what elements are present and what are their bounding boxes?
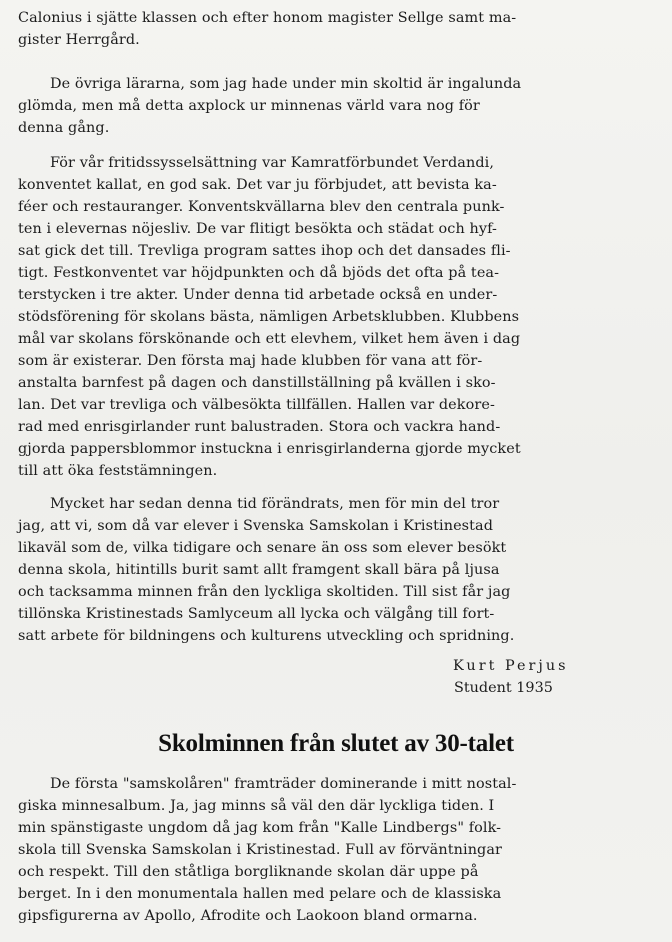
text-line: till att öka feststämningen. [18,463,218,479]
text-line: tigt. Festkonventet var höjdpunkten och då bjöds det ofta på tea- [18,265,500,281]
text-line: mål var skolans förskönande och ett elevhem, vilket hem även i dag [18,331,521,347]
text-line: tillönska Kristinestads Samlyceum all lycka och välgång till fort- [18,606,495,622]
text-line: likaväl som de, vilka tidigare och senare än oss som elever besökt [18,540,507,556]
text-line: gipsfigurerna av Apollo, Afrodite och Laokoon bland ormarna. [18,908,478,924]
text-line: glömda, men må detta axplock ur minnenas värld vara nog för [18,98,480,114]
text-line: rad med enrisgirlander runt balustraden. Stora och vackra hand- [18,419,501,435]
text-line: denna gång. [18,120,110,136]
text-line: féer och restauranger. Konventskvällarna blev den centrala punk- [18,199,505,215]
text-line: Mycket har sedan denna tid förändrats, men för min del tror [50,496,500,512]
text-line: Calonius i sjätte klassen och efter honom magister Sellge samt ma- [18,10,517,26]
text-line: gister Herrgård. [18,32,140,48]
text-line: som är existerar. Den första maj hade klubben för vana att för- [18,353,483,369]
text-line: denna skola, hitintills burit samt allt framgent skall bära på ljusa [18,562,500,578]
text-line: ten i elevernas nöjesliv. De var flitigt besökta och städat och hyf- [18,221,497,237]
text-line: skola till Svenska Samskolan i Kristinestad. Full av förväntningar [18,842,503,858]
text-line: gjorda pappersblommor instuckna i enrisgirlanderna gjorde mycket [18,441,521,457]
text-line: jag, att vi, som då var elever i Svenska Samskolan i Kristinestad [18,518,494,534]
text-line: För vår fritidssysselsättning var Kamratförbundet Verdandi, [50,155,495,171]
text-line: anstalta barnfest på dagen och danstillställning på kvällen i sko- [18,375,496,391]
signature-title: Student 1935 [454,680,553,696]
text-line: De första "samskolåren" framträder dominerande i mitt nostal- [50,776,517,792]
signature-name: Kurt Perjus [453,658,569,674]
text-line: och respekt. Till den ståtliga borgliknande skolan där uppe på [18,864,479,880]
text-line: berget. In i den monumentala hallen med pelare och de klassiska [18,886,502,902]
text-line: lan. Det var trevliga och välbesökta tillfällen. Hallen var dekore- [18,397,495,413]
text-line: satt arbete för bildningens och kulturens utveckling och spridning. [18,628,515,644]
text-line: och tacksamma minnen från den lyckliga skoltiden. Till sist får jag [18,584,511,600]
text-line: stödsförening för skolans bästa, nämligen Arbetsklubben. Klubbens [18,309,520,325]
text-line: min spänstigaste ungdom då jag kom från "Kalle Lindbergs" folk- [18,820,502,836]
text-line: konventet kallat, en god sak. Det var ju förbjudet, att bevista ka- [18,177,497,193]
text-line: terstycken i tre akter. Under denna tid arbetade också en under- [18,287,498,303]
text-line: giska minnesalbum. Ja, jag minns så väl den där lyckliga tiden. I [18,798,495,814]
text-line: sat gick det till. Trevliga program sattes ihop och det dansades fli- [18,243,511,259]
text-line: De övriga lärarna, som jag hade under min skoltid är ingalunda [50,76,522,92]
section-heading: Skolminnen från slutet av 30-talet [158,730,514,757]
